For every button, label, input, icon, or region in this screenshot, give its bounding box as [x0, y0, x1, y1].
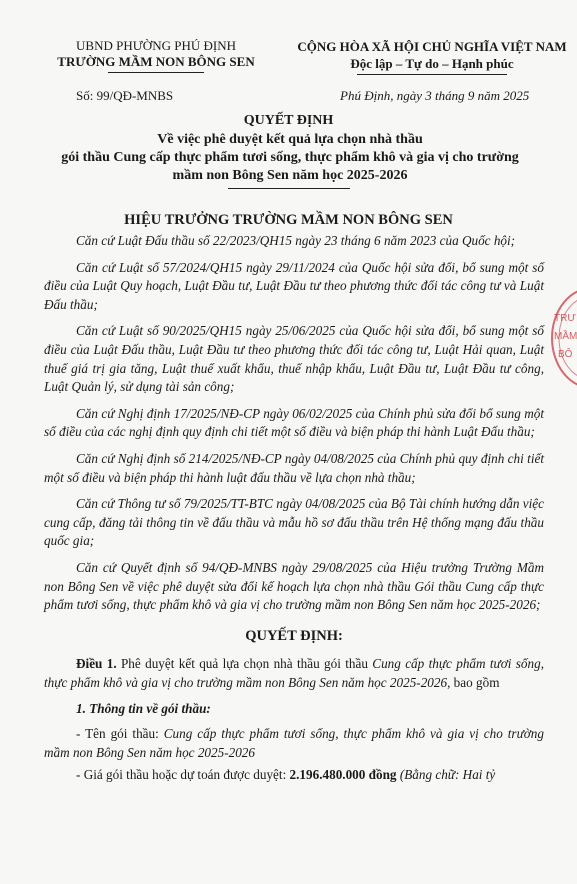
document-body — [44, 232, 544, 793]
document-date: Phú Định, ngày 3 tháng 9 năm 2025 — [340, 88, 530, 103]
article-1 — [44, 655, 544, 692]
article-1-tail: , bao gồm — [447, 674, 500, 690]
article-1-package: Cung cấp thực phẩm tươi sống, thực phẩm khô và gia vị cho trường mầm non Bông Sen năm học 2025-2026 — [44, 656, 545, 690]
decision-heading: QUYẾT ĐỊNH: — [245, 627, 343, 644]
subject-line: mầm non Bông Sen năm học 2025-2026 — [172, 168, 408, 183]
package-name-value: Cung cấp thực phẩm tươi sống, thực phẩm khô và gia vị cho trường mầm non Bông Sen năm học 2025-2026 — [44, 726, 544, 760]
subject-line: Về việc phê duyệt kết quả lựa chọn nhà thầu — [157, 132, 423, 147]
issuing-authority — [36, 38, 276, 70]
legal-basis-item: Căn cứ Luật số 57/2024/QH15 ngày 29/11/2024 của Quốc hội sửa đổi, bổ sung một số điều của Luật Quy hoạch, Luật Đầu tư, Luật Đầu tư theo phương thức đối tác công tư và Luật Đấu thầu; — [44, 259, 544, 312]
legal-basis-item: Căn cứ Luật số 90/2025/QH15 ngày 25/06/2025 của Quốc hội sửa đổi, bổ sung một số điều của Luật Đấu thầu, Luật Đầu tư theo phương thức đối tác công tư, Luật Hải quan, Luật thuế giá trị gia tăng, Luật thuế xuất khẩu, thuế nhập khẩu, Luật Đầu tư, Luật Đầu tư công, Luật Quản lý, sử dụng tài sản công; — [44, 323, 544, 395]
stamp-text: MẦM — [554, 331, 577, 342]
subject-underline — [228, 188, 350, 189]
legal-basis-item: Căn cứ Thông tư số 79/2025/TT-BTC ngày 04/08/2025 của Bộ Tài chính hướng dẫn việc cung cấp, đăng tải thông tin về đấu thầu và mẫu hồ sơ đấu thầu trên Hệ thống mạng đấu thầu quốc gia; — [44, 496, 544, 549]
school-name: TRƯỜNG MẦM NON BÔNG SEN — [57, 54, 255, 69]
document-number: Số: 99/QĐ-MNBS — [76, 88, 174, 103]
section-1-heading: 1. Thông tin về gói thầu: — [76, 701, 211, 717]
document-subject — [40, 131, 540, 185]
package-name-label: - Tên gói thầu: — [76, 726, 164, 742]
package-name — [44, 725, 544, 762]
national-motto: Độc lập – Tự do – Hạnh phúc — [350, 56, 514, 71]
legal-basis-item: Căn cứ Luật Đấu thầu số 22/2023/QH15 ngày 23 tháng 6 năm 2023 của Quốc hội; — [76, 233, 516, 248]
header-right-underline — [357, 74, 507, 75]
package-price-value: 2.196.480.000 đồng — [289, 767, 397, 783]
legal-basis-item: Căn cứ Nghị định số 214/2025/NĐ-CP ngày 04/08/2025 của Chính phủ quy định chi tiết một số điều và biện pháp thi hành luật đấu thầu về lựa chọn nhà thầu; — [44, 450, 544, 485]
subject-line: gói thầu Cung cấp thực phẩm tươi sống, thực phẩm khô và gia vị cho trường — [61, 150, 519, 165]
ward-name: UBND PHƯỜNG PHÚ ĐỊNH — [76, 38, 236, 53]
package-price-label: - Giá gói thầu hoặc dự toán được duyệt: — [76, 767, 290, 783]
legal-basis-item: Căn cứ Quyết định số 94/QĐ-MNBS ngày 29/08/2025 của Hiệu trưởng Trường Mầm non Bông Sen về việc phê duyệt sửa đổi kế hoạch lựa chọn nhà thầu Gói thầu Cung cấp thực phẩm tươi sống, thực phẩm khô và gia vị cho trường mầm non Bông Sen năm học 2025-2026; — [44, 559, 544, 613]
stamp-text: TRƯ — [554, 313, 576, 324]
nation-name: CỘNG HÒA XÃ HỘI CHỦ NGHĨA VIỆT NAM — [297, 39, 567, 54]
package-price — [44, 766, 544, 785]
article-1-text: Phê duyệt kết quả lựa chọn nhà thầu gói thầu — [116, 656, 373, 672]
package-price-words: (Bằng chữ: Hai tỷ — [396, 767, 496, 783]
header-left-underline — [108, 72, 204, 73]
stamp-text: BÔ — [558, 349, 573, 360]
legal-basis-item: Căn cứ Nghị định 17/2025/NĐ-CP ngày 06/02/2025 của Chính phủ sửa đổi bổ sung một số điều của các nghị định quy định chi tiết một số điều và biện pháp thi hành Luật Đấu thầu; — [44, 405, 544, 440]
issuing-officer-heading: HIỆU TRƯỞNG TRƯỜNG MẦM NON BÔNG SEN — [124, 212, 453, 228]
document-title: QUYẾT ĐỊNH — [243, 113, 334, 128]
national-header — [282, 38, 577, 72]
red-stamp-seal — [548, 283, 577, 393]
article-1-label: Điều 1. — [76, 656, 117, 672]
